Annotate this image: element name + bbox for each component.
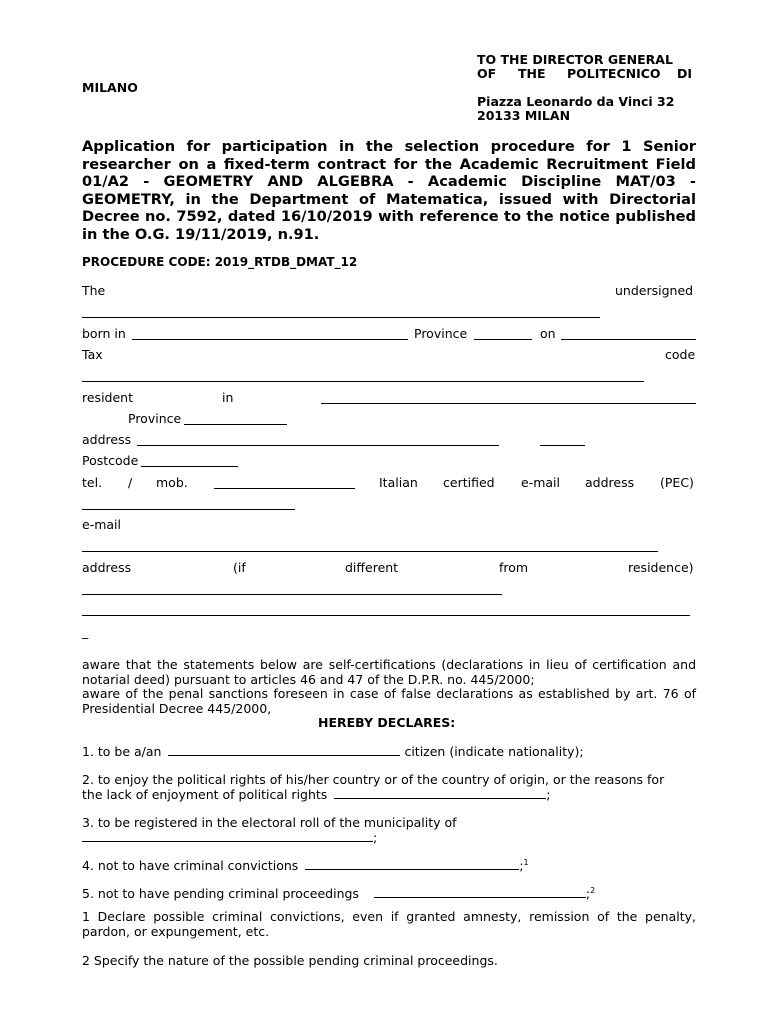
item-3-line-1: 3. to be registered in the electoral roll of the municipality of — [82, 815, 457, 830]
item-4-end: ; — [519, 858, 524, 873]
postcode-field[interactable] — [141, 466, 238, 467]
item-2-line-1: 2. to enjoy the political rights of his/her country or of the country of origin, or the reasons for — [82, 772, 665, 787]
label-tax: Tax — [82, 347, 103, 362]
label-from: from — [499, 560, 529, 575]
awareness-paragraph-2: aware of the penal sanctions foreseen in case of false declarations as established by art. 76 of Presidential Decree 445/2000, — [82, 686, 696, 716]
label-certified: certified — [443, 475, 495, 490]
application-title: Application for participation in the selection procedure for 1 Senior researcher on a fixed-term contract for the Academic Recruitment Field 01/A2 - GEOMETRY AND ALGEBRA - Academic Discipline MAT/03 - GEOMETRY, in the Department of Matematica, issued with Directorial Decree no. 7592, dated 16/10/2019 with reference to the notice published in the O.G. 19/11/2019, n.91. — [82, 138, 696, 243]
label-if: (if — [233, 560, 246, 575]
alt-address-field-2[interactable] — [82, 615, 690, 616]
label-in: in — [222, 390, 234, 405]
addressee-street: Piazza Leonardo da Vinci 32 — [477, 94, 675, 109]
label-email-word: e-mail — [521, 475, 560, 490]
item-1 — [82, 744, 584, 759]
label-residence: residence) — [628, 560, 694, 575]
label-address-different: address — [82, 560, 132, 575]
label-undersigned: undersigned — [615, 283, 694, 298]
item-1-text: 1. to be a/an — [82, 744, 162, 759]
label-resident: resident — [82, 390, 133, 405]
tax-code-field[interactable] — [82, 381, 644, 382]
procedure-code: PROCEDURE CODE: 2019_RTDB_DMAT_12 — [82, 255, 358, 269]
addressee-line2-politecnico: POLITECNICO — [567, 66, 661, 81]
label-tel: tel. — [82, 475, 103, 490]
address-field[interactable] — [137, 445, 499, 446]
alt-address-field-1[interactable] — [82, 594, 502, 595]
footnote-ref-2: 2 — [590, 885, 596, 895]
addressee-line1: TO THE DIRECTOR GENERAL — [477, 52, 673, 67]
addressee-postcode: 20133 MILAN — [477, 108, 571, 123]
footnote-1: 1 Declare possible criminal convictions, even if granted amnesty, remission of the penalty, pardon, or expungement, etc. — [82, 909, 696, 939]
label-address: address — [82, 432, 132, 447]
label-on: on — [540, 326, 556, 341]
address-number-field[interactable] — [540, 445, 585, 446]
label-mob: mob. — [156, 475, 188, 490]
item-5-text: 5. not to have pending criminal proceedings — [82, 886, 359, 901]
item-2-line-2 — [82, 787, 551, 802]
item-1-suffix: citizen (indicate nationality); — [404, 744, 584, 759]
label-province: Province — [414, 326, 468, 341]
addressee-line2-the: THE — [518, 66, 546, 81]
electoral-municipality-field[interactable] — [82, 830, 373, 842]
item-5-end: ; — [585, 886, 591, 901]
label-different: different — [345, 560, 399, 575]
phone-field[interactable] — [214, 488, 355, 489]
name-field[interactable] — [82, 317, 600, 318]
nationality-field[interactable] — [168, 744, 400, 756]
addressee-line2-di: DI — [677, 66, 693, 81]
item-3-end: ; — [373, 830, 378, 845]
birth-date-field[interactable] — [561, 339, 696, 340]
label-born-in: born in — [82, 326, 126, 341]
label-slash: / — [128, 475, 133, 490]
item-4 — [82, 858, 529, 873]
item-3-line-2 — [82, 830, 377, 845]
pec-field[interactable] — [82, 509, 295, 510]
label-code: code — [665, 347, 696, 362]
political-rights-field[interactable] — [334, 787, 546, 799]
residence-field[interactable] — [321, 403, 696, 404]
label-postcode: Postcode — [82, 453, 139, 468]
item-5 — [82, 886, 595, 901]
birth-province-field[interactable] — [474, 339, 532, 340]
item-4-text: 4. not to have criminal convictions — [82, 858, 299, 873]
label-province-residence: Province — [128, 411, 182, 426]
trailing-dash: _ — [82, 624, 89, 639]
label-address-word: address — [585, 475, 635, 490]
residence-province-field[interactable] — [184, 424, 287, 425]
item-2-text: the lack of enjoyment of political rights — [82, 787, 328, 802]
email-field[interactable] — [82, 551, 658, 552]
label-the: The — [82, 283, 106, 298]
addressee-city: MILANO — [82, 80, 138, 95]
awareness-paragraph-1: aware that the statements below are self-certifications (declarations in lieu of certification and notarial deed) pursuant to articles 46 and 47 of the D.P.R. no. 445/2000; — [82, 657, 696, 687]
addressee-line2-of: OF — [477, 66, 497, 81]
label-pec: (PEC) — [660, 475, 694, 490]
label-italian: Italian — [379, 475, 418, 490]
birthplace-field[interactable] — [132, 339, 408, 340]
label-email: e-mail — [82, 517, 121, 532]
footnote-2: 2 Specify the nature of the possible pending criminal proceedings. — [82, 953, 498, 968]
pending-proceedings-field[interactable] — [374, 886, 586, 898]
footnote-ref-1: 1 — [523, 857, 529, 867]
declares-heading: HEREBY DECLARES: — [318, 715, 456, 730]
item-2-end: ; — [546, 787, 551, 802]
criminal-convictions-field[interactable] — [305, 858, 519, 870]
